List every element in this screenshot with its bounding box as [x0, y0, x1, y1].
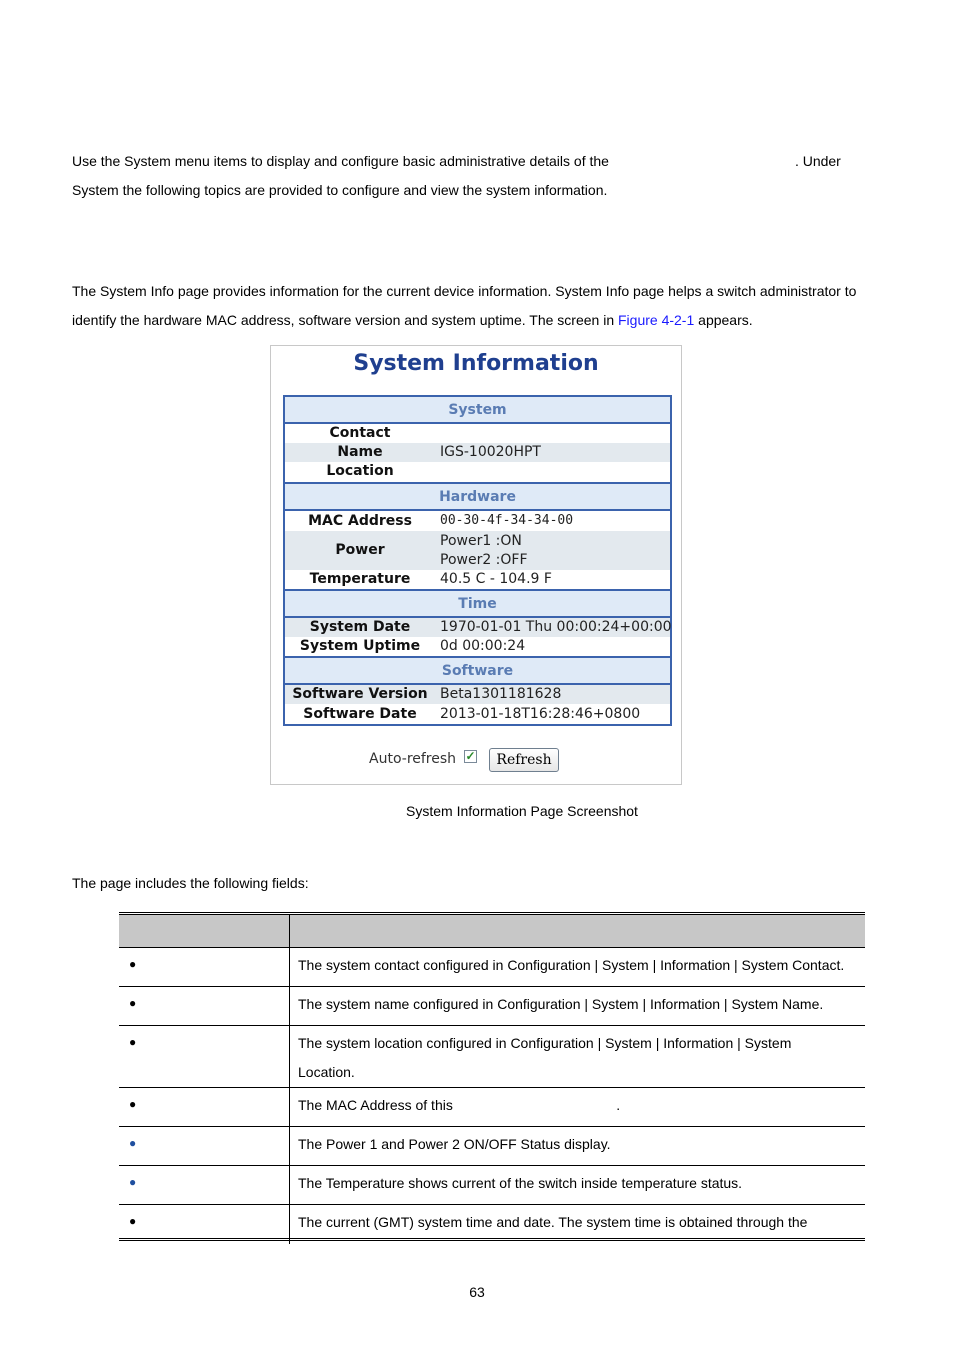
software-date-label: Software Date — [303, 706, 417, 722]
table-row — [119, 987, 865, 1026]
row-system-date — [285, 618, 670, 637]
fields-intro: The page includes the following fields: — [72, 875, 309, 891]
row-location — [285, 462, 670, 481]
screenshot-title: System Information — [353, 351, 599, 376]
system-uptime-label: System Uptime — [299, 638, 421, 654]
section-hardware: Hardware — [285, 482, 670, 511]
table-row — [119, 1088, 865, 1127]
bullet-icon: ● — [129, 957, 137, 971]
bullet-icon: ● — [129, 1175, 137, 1189]
section-time: Time — [285, 589, 670, 618]
bullet-icon: ● — [129, 1097, 137, 1111]
row-name — [285, 443, 670, 462]
row-description: The Temperature shows current of the switch inside temperature status. — [290, 1166, 866, 1205]
header-description — [290, 914, 866, 948]
mac-value: 00-30-4f-34-34-00 — [440, 513, 574, 528]
row-power — [285, 531, 670, 570]
power-label: Power — [335, 542, 385, 558]
temperature-label: Temperature — [309, 571, 411, 587]
table-row — [119, 1127, 865, 1166]
bullet-icon: ● — [129, 996, 137, 1010]
sysinfo-paragraph — [72, 277, 902, 334]
intro-paragraph — [72, 147, 892, 204]
bullet-icon: ● — [129, 1214, 137, 1228]
system-uptime-value: 0d 00:00:24 — [440, 638, 526, 654]
intro-text-2: System the following topics are provided to configure and view the system information. — [72, 181, 608, 198]
table-row — [119, 948, 865, 987]
row-software-date — [285, 704, 670, 724]
row-temperature — [285, 570, 670, 589]
checkmark-icon: ✓ — [465, 749, 476, 763]
row-system-uptime — [285, 637, 670, 656]
mac-label: MAC Address — [308, 513, 412, 529]
fields-table — [119, 912, 865, 1244]
row-description: The system contact configured in Configuration | System | Information | System Contact. — [290, 948, 866, 987]
refresh-button[interactable]: Refresh — [489, 748, 559, 772]
row-mac — [285, 511, 670, 531]
section-software: Software — [285, 656, 670, 685]
table-row — [119, 1026, 865, 1088]
table-row — [119, 1166, 865, 1205]
table-bottom-rule — [119, 1238, 865, 1242]
power2-value: Power2 :OFF — [440, 552, 528, 568]
contact-label: Contact — [329, 425, 391, 441]
auto-refresh-label: Auto-refresh — [369, 751, 457, 767]
system-date-label: System Date — [309, 619, 411, 635]
name-label: Name — [337, 444, 383, 460]
row-software-version — [285, 685, 670, 704]
software-date-value: 2013-01-18T16:28:46+0800 — [440, 706, 641, 722]
sysinfo-text-2: identify the hardware MAC address, software version and system uptime. The screen in — [72, 311, 615, 328]
name-value: IGS-10020HPT — [440, 444, 541, 460]
power1-value: Power1 :ON — [440, 533, 522, 549]
figure-link[interactable]: Figure 4-2-1 — [618, 311, 695, 328]
sysinfo-text-1: The System Info page provides information for the current device information. System Info page helps a switch administrator to — [72, 283, 857, 299]
bullet-icon: ● — [129, 1136, 137, 1150]
fields-table-header — [119, 914, 865, 948]
section-system: System — [285, 397, 670, 424]
intro-text-1b: . Under — [794, 153, 841, 169]
row-description: The MAC Address of this . — [290, 1088, 866, 1127]
auto-refresh-checkbox[interactable] — [464, 750, 477, 763]
row-contact — [285, 424, 670, 443]
location-label: Location — [326, 463, 394, 479]
row-description: The system name configured in Configuration | System | Information | System Name. — [290, 987, 866, 1026]
figure-caption: System Information Page Screenshot — [406, 803, 638, 819]
row-description: The current (GMT) system time and date. The system time is obtained through the — [290, 1205, 866, 1244]
header-object — [119, 914, 290, 948]
temperature-value: 40.5 C - 104.9 F — [440, 571, 552, 587]
system-date-value: 1970-01-01 Thu 00:00:24+00:00 — [440, 619, 672, 635]
row-description: The Power 1 and Power 2 ON/OFF Status display. — [290, 1127, 866, 1166]
row-description: The system location configured in Configuration | System | Information | System Location. — [290, 1026, 866, 1088]
software-version-value: Beta1301181628 — [440, 686, 562, 702]
intro-text-1: Use the System menu items to display and configure basic administrative details of the — [72, 153, 609, 169]
bullet-icon: ● — [129, 1035, 137, 1049]
software-version-label: Software Version — [292, 686, 428, 702]
sysinfo-text-3: appears. — [698, 311, 753, 328]
system-info-table — [283, 395, 672, 726]
system-information-screenshot — [270, 345, 682, 785]
page-number: 63 — [469, 1284, 485, 1300]
